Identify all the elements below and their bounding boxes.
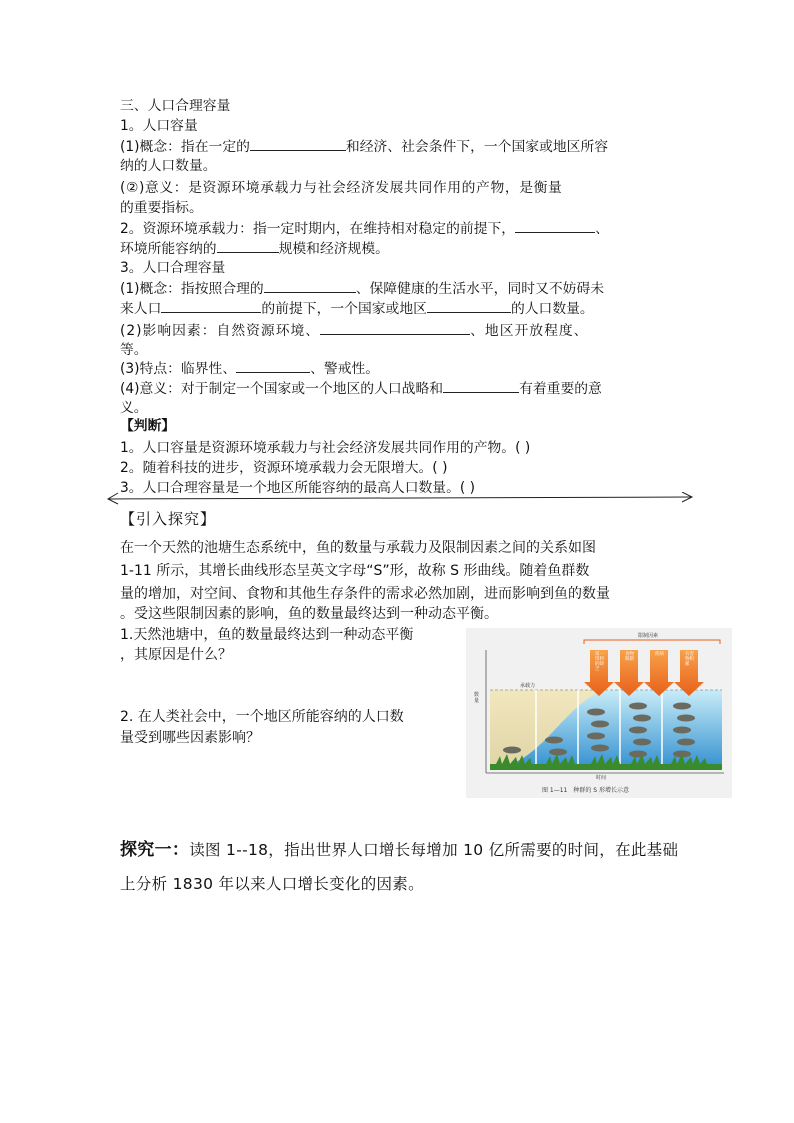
factor-label: 食物限制 [625, 652, 634, 662]
section-title: 三、人口合理容量 [120, 98, 231, 114]
judge-item: 1。人口容量是资源环境承载力与社会经济发展共同作用的产物。( ) [120, 440, 531, 456]
text: 、地区开放程度、 [470, 323, 589, 339]
blank[interactable] [236, 358, 310, 373]
paragraph-line [120, 238, 389, 259]
s-curve-figure [466, 628, 732, 798]
paragraph-line: 的重要指标。 [120, 200, 203, 216]
text: 、保障健康的生活水平，同时又不妨碍未 [355, 281, 605, 297]
paragraph-line [120, 278, 604, 299]
text: 有着重要的意 [519, 381, 602, 397]
blank[interactable] [443, 378, 519, 393]
text: (3)特点：临界性、 [120, 361, 237, 377]
judge-item: 3。人口合理容量是一个地区所能容纳的最高人口数量。( ) [120, 480, 476, 496]
paragraph-line: 等。 [120, 342, 148, 358]
limiting-factors-label: 限制因素 [638, 633, 659, 639]
blank[interactable] [427, 298, 511, 313]
question-2: 2. 在人类社会中，一个地区所能容纳的人口数 [120, 709, 404, 725]
text: 规模和经济规模。 [278, 241, 389, 257]
paragraph-line [120, 136, 608, 157]
intro-title: 【引入探究】 [120, 510, 217, 528]
text: 、警戒性。 [310, 361, 380, 377]
text: (1)概念：指在一定的 [120, 139, 250, 155]
judge-item: 2。随着科技的进步，资源环境承载力会无限增大。( ) [120, 460, 448, 476]
paragraph-line: 义。 [120, 400, 148, 416]
text: (2)影响因素：自然资源环境、 [120, 323, 321, 339]
paragraph-line [120, 320, 588, 341]
intro-line: 在一个天然的池塘生态系统中，鱼的数量与承载力及限制因素之间的关系如图 [120, 540, 596, 556]
y-axis-label: 数量 [474, 692, 480, 704]
question-1-cont: ，其原因是什么？ [120, 647, 232, 663]
paragraph-line: (②)意义：是资源环境承载力与社会经济发展共同作用的产物，是衡量 [120, 180, 563, 196]
intro-line: 1-11 所示，其增长曲线形态呈英文字母“S”形，故称 S 形曲线。随着鱼群数 [120, 563, 590, 579]
text: 的前提下，一个国家或地区 [261, 301, 427, 317]
factor-label: 有害物积累 [685, 652, 694, 667]
explore-line [120, 838, 678, 862]
x-axis-label: 时间 [596, 775, 607, 781]
factor-label: 疾病 [655, 652, 664, 657]
text: (4)意义：对于制定一个国家或一个地区的人口战略和 [120, 381, 444, 397]
explore-line: 上分析 1830 年以来人口增长变化的因素。 [120, 875, 424, 893]
question-1: 1.天然池塘中，鱼的数量最终达到一种动态平衡 [120, 627, 414, 643]
blank[interactable] [250, 136, 346, 151]
text: (1)概念：指按照合理的 [120, 281, 264, 297]
intro-line: 量的增加，对空间、食物和其他生存条件的需求必然加剧，进而影响到鱼的数量 [120, 586, 610, 602]
figure-labels [466, 634, 732, 798]
paragraph-line: 纳的人口数量。 [120, 158, 217, 174]
text: 的人口数量。 [510, 301, 594, 317]
subsection-title: 1。人口容量 [120, 118, 198, 134]
question-2-cont: 量受到哪些因素影响？ [120, 730, 260, 746]
blank[interactable] [264, 278, 356, 293]
blank[interactable] [161, 298, 261, 313]
text: 读图 1--18，指出世界人口增长每增加 10 亿所需要的时间，在此基础 [189, 841, 679, 859]
paragraph-line [120, 378, 602, 399]
blank[interactable] [320, 320, 470, 335]
factor-label: 第一饵料的缺乏 [595, 652, 604, 672]
blank[interactable] [515, 218, 595, 233]
figure-caption: 图 1—11 种群的 S 形增长示意 [542, 787, 629, 794]
text: 2。资源环境承载力：指一定时期内，在维持相对稳定的前提下， [120, 221, 516, 237]
text: 、 [595, 221, 609, 237]
subsection-title: 3。人口合理容量 [120, 260, 226, 276]
intro-line: 。受这些限制因素的影响，鱼的数量最终达到一种动态平衡。 [120, 606, 498, 622]
judge-title: 【判断】 [120, 418, 176, 434]
explore-label: 探究一： [120, 840, 190, 860]
carrying-capacity-label: 承载力 [520, 683, 536, 689]
paragraph-line [120, 298, 594, 319]
text: 来人口 [120, 301, 162, 317]
divider-arrow [106, 492, 696, 506]
blank[interactable] [217, 238, 279, 253]
paragraph-line [120, 218, 609, 239]
paragraph-line [120, 358, 379, 379]
text: 和经济、社会条件下，一个国家或地区所容 [345, 139, 609, 155]
text: 环境所能容纳的 [120, 241, 217, 257]
